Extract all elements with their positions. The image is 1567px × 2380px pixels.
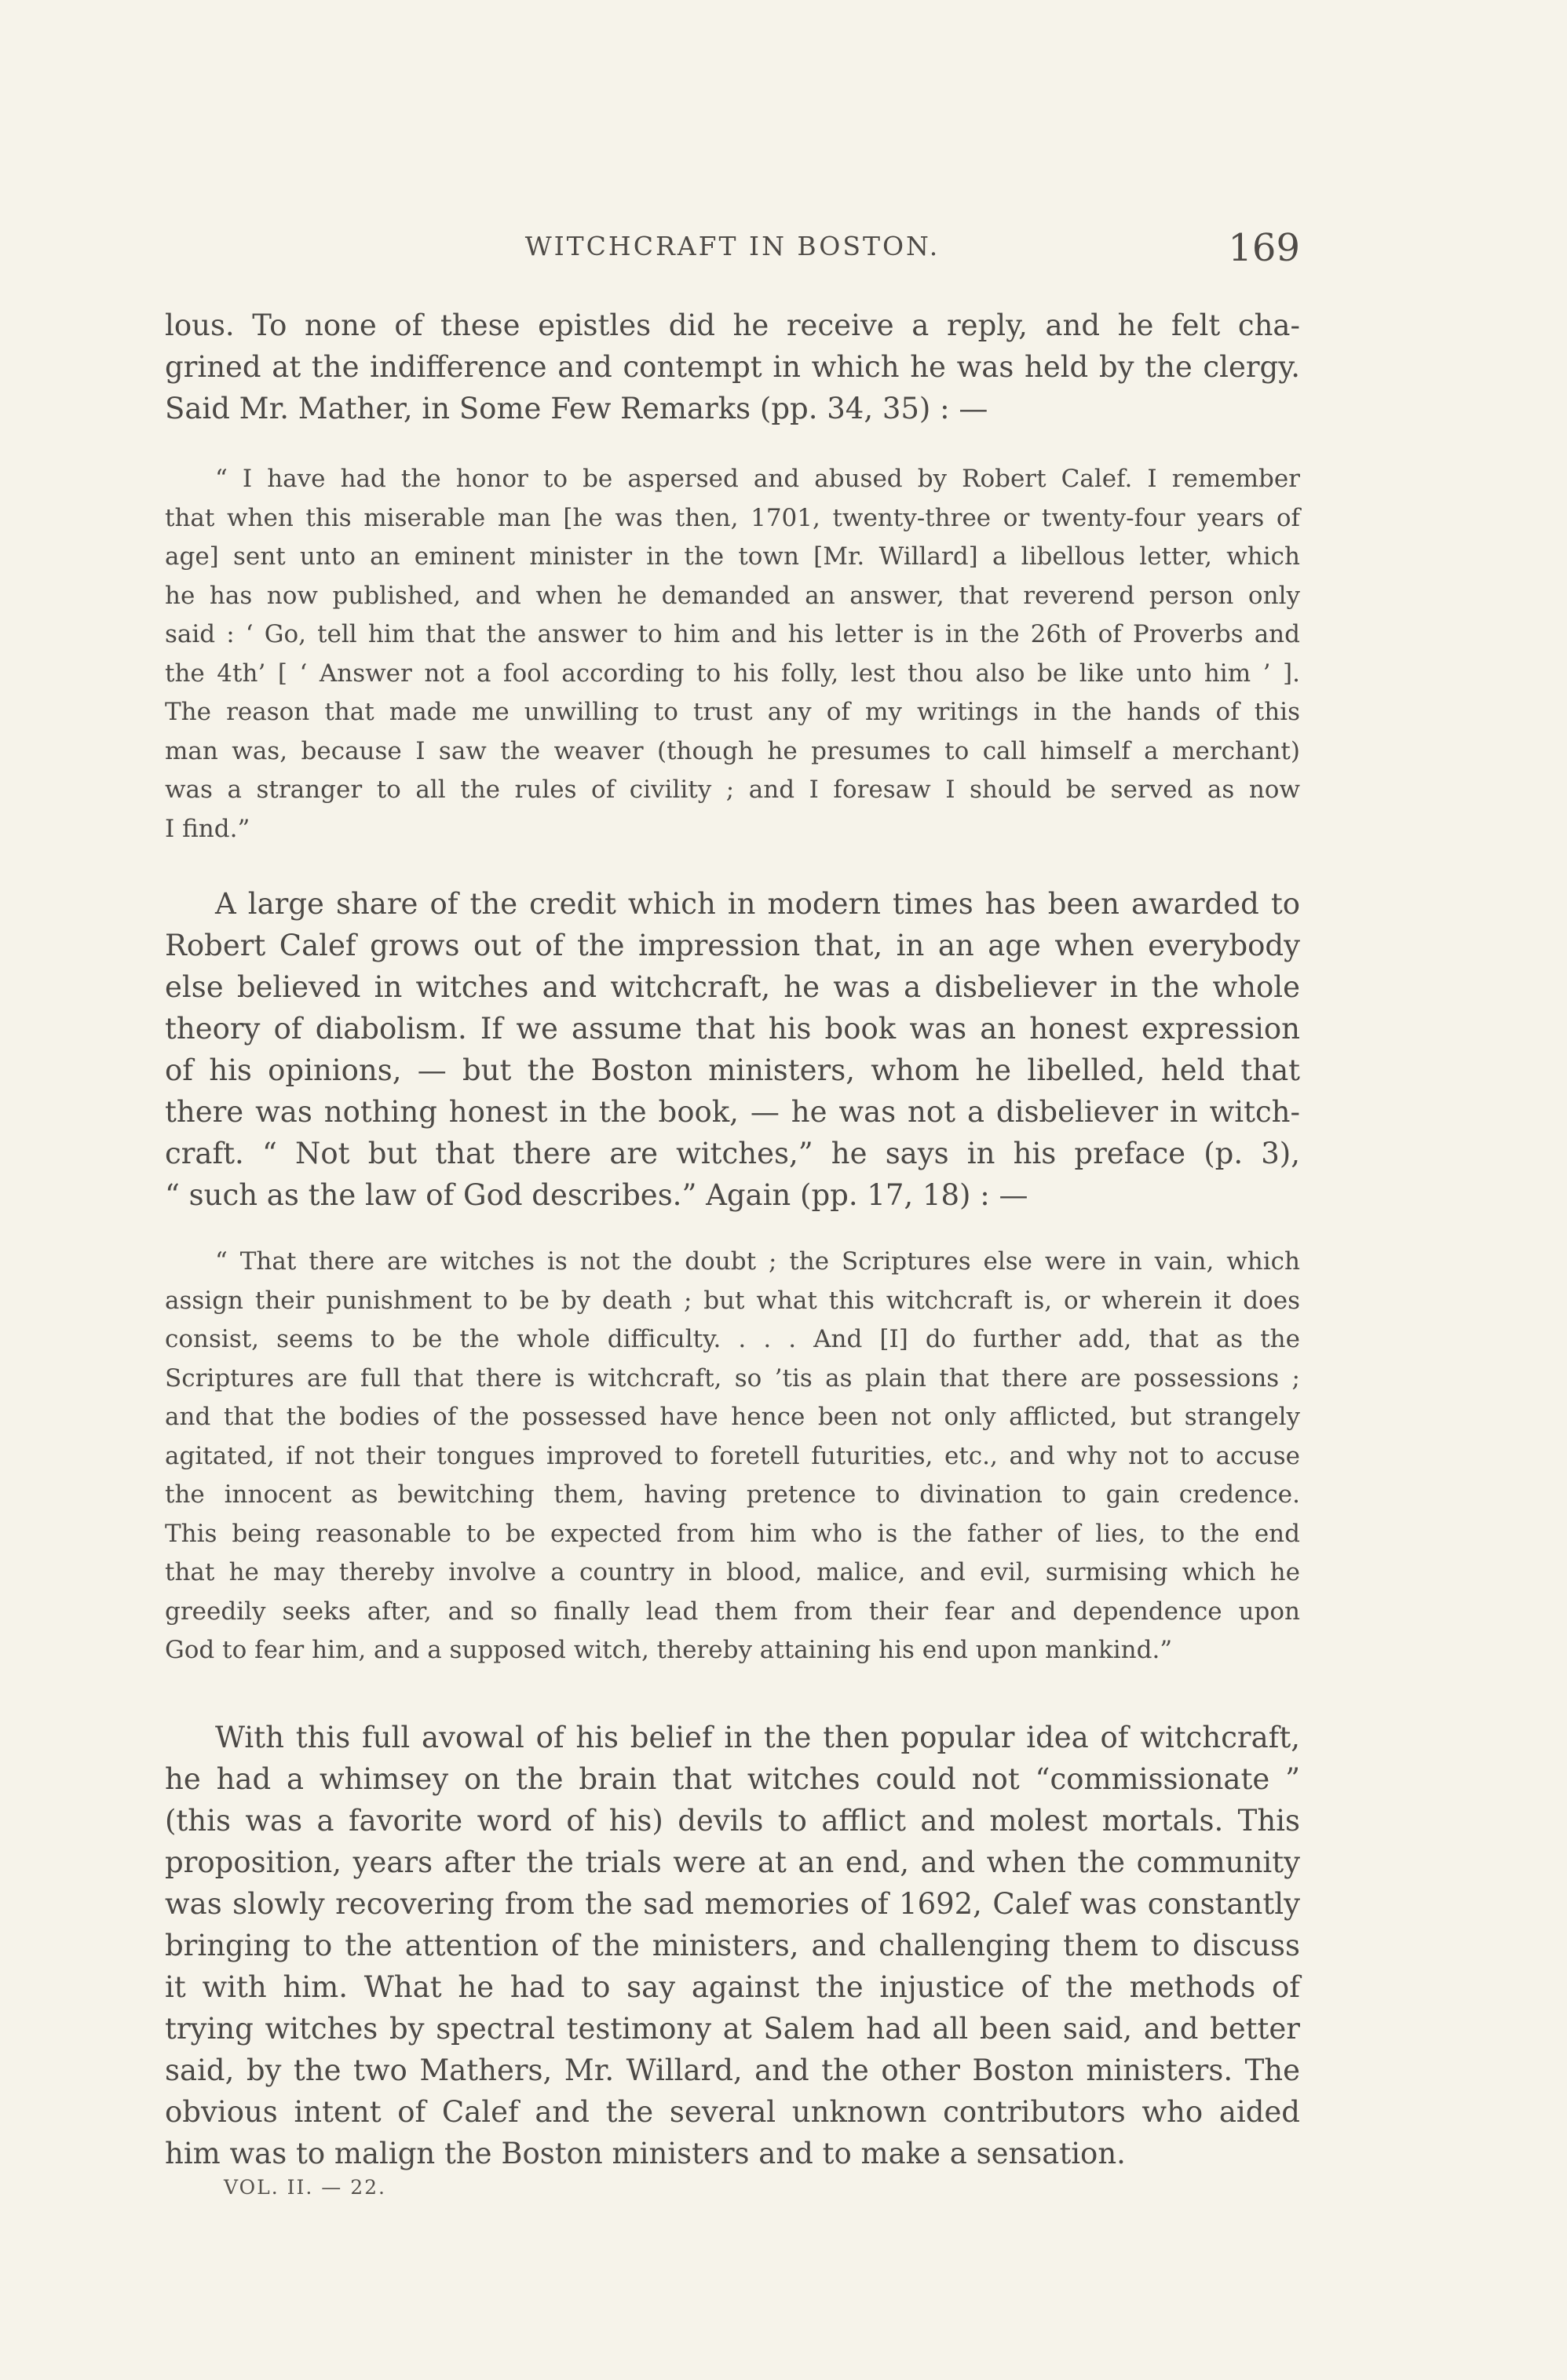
text-line: “ such as the law of God describes.” Again (pp. 17, 18) : — <box>165 1178 1028 1212</box>
quote-line: said : ‘ Go, tell him that the answer to him and his letter is in the 26th of Proverbs and <box>165 620 1300 648</box>
quote-line: that when this miserable man [he was then, 1701, twenty-three or twenty-four years of <box>165 503 1300 532</box>
running-title: WITCHCRAFT IN BOSTON. <box>524 231 941 261</box>
text-line: grined at the indifference and contempt in which he was held by the clergy. <box>165 350 1300 384</box>
quote-line: “ That there are witches is not the doubt ; the Scriptures else were in vain, which <box>215 1247 1300 1276</box>
quote-line: assign their punishment to be by death ; but what this witchcraft is, or wherein it does <box>165 1286 1300 1315</box>
paragraph-continued <box>165 305 1300 429</box>
text-line: With this full avowal of his belief in the then popular idea of witchcraft, <box>215 1721 1300 1754</box>
quote-line: I find.” <box>165 814 250 843</box>
quote-line: “ I have had the honor to be aspersed and abused by Robert Calef. I remember <box>215 465 1300 493</box>
paragraph-calef-credit <box>165 883 1300 1216</box>
text-line: Said Mr. Mather, in Some Few Remarks (pp. 34, 35) : — <box>165 392 988 425</box>
text-line: bringing to the attention of the ministers, and challenging them to discuss <box>165 1929 1300 1962</box>
text-line: he had a whimsey on the brain that witches could not “commissionate ” <box>165 1762 1300 1796</box>
quote-line: God to fear him, and a supposed witch, thereby attaining his end upon mankind.” <box>165 1636 1173 1664</box>
quote-line: consist, seems to be the whole difficulty. . . . And [I] do further add, that as the <box>165 1325 1300 1353</box>
quote-line: was a stranger to all the rules of civility ; and I foresaw I should be served as now <box>165 776 1300 804</box>
quote-line: age] sent unto an eminent minister in the town [Mr. Willard] a libellous letter, which <box>165 542 1300 571</box>
quote-line: The reason that made me unwilling to trust any of my writings in the hands of this <box>165 698 1300 726</box>
quote-line: the 4th’ [ ‘ Answer not a fool according to his folly, lest thou also be like unto him ’ ]. <box>165 659 1300 688</box>
quote-line: and that the bodies of the possessed have hence been not only afflicted, but strangely <box>165 1403 1300 1431</box>
quote-line: he has now published, and when he demanded an answer, that reverend person only <box>165 581 1300 610</box>
quote-line: that he may thereby involve a country in blood, malice, and evil, surmising which he <box>165 1558 1300 1586</box>
block-quote-calef <box>165 1243 1300 1670</box>
paragraph-whimsey <box>165 1717 1300 2174</box>
text-line: trying witches by spectral testimony at Salem had all been said, and better <box>165 2012 1300 2046</box>
text-line: else believed in witches and witchcraft, he was a disbeliever in the whole <box>165 970 1300 1004</box>
text-line: Robert Calef grows out of the impression that, in an age when everybody <box>165 929 1300 962</box>
text-line: craft. “ Not but that there are witches,” he says in his preface (p. 3), <box>165 1137 1300 1170</box>
quote-line: greedily seeks after, and so finally lead them from their fear and dependence upon <box>165 1597 1300 1626</box>
quote-line: agitated, if not their tongues improved to foretell futurities, etc., and why not to accuse <box>165 1441 1300 1470</box>
text-line: proposition, years after the trials were at an end, and when the community <box>165 1845 1300 1879</box>
text-line: of his opinions, — but the Boston ministers, whom he libelled, held that <box>165 1053 1300 1087</box>
quote-line: the innocent as bewitching them, having pretence to divination to gain credence. <box>165 1480 1300 1509</box>
text-line: him was to malign the Boston ministers and to make a sensation. <box>165 2137 1126 2170</box>
signature-mark: VOL. II. — 22. <box>224 2176 386 2199</box>
quote-line: This being reasonable to be expected from him who is the father of lies, to the end <box>165 1519 1300 1548</box>
quote-line: man was, because I saw the weaver (though he presumes to call himself a merchant) <box>165 736 1300 765</box>
quote-line: Scriptures are full that there is witchcraft, so ’tis as plain that there are possessions ; <box>165 1363 1300 1393</box>
text-line: obvious intent of Calef and the several unknown contributors who aided <box>165 2095 1300 2129</box>
text-line: (this was a favorite word of his) devils to afflict and molest mortals. This <box>165 1804 1300 1838</box>
text-line: said, by the two Mathers, Mr. Willard, and the other Boston ministers. The <box>165 2053 1300 2087</box>
text-line: was slowly recovering from the sad memories of 1692, Calef was constantly <box>165 1887 1300 1921</box>
running-head <box>165 226 1300 273</box>
page-number: 169 <box>1228 226 1300 270</box>
block-quote-mather <box>165 460 1300 849</box>
text-line: theory of diabolism. If we assume that his book was an honest expression <box>165 1012 1300 1046</box>
text-line: lous. To none of these epistles did he receive a reply, and he felt cha- <box>165 308 1300 342</box>
text-line: it with him. What he had to say against the injustice of the methods of <box>165 1970 1300 2004</box>
text-line: A large share of the credit which in modern times has been awarded to <box>215 887 1300 921</box>
text-line: there was nothing honest in the book, — he was not a disbeliever in witch- <box>165 1095 1300 1129</box>
